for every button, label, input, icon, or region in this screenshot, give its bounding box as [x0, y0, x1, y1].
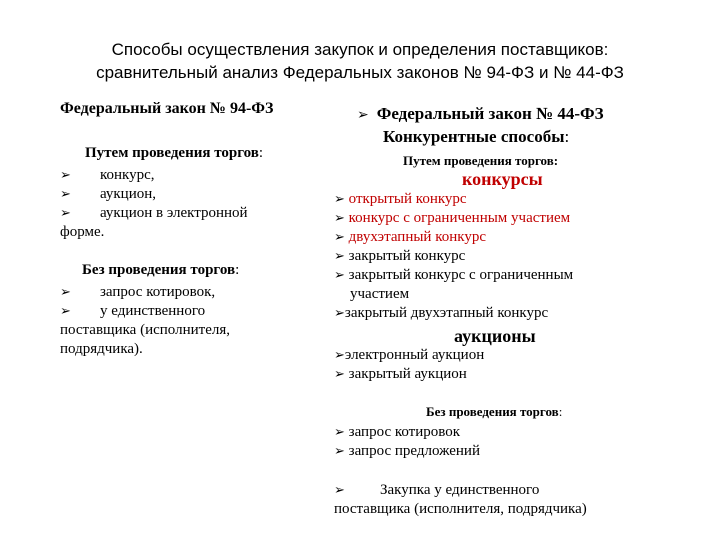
right-with-tenders-heading: Путем проведения торгов:	[403, 153, 559, 168]
right-heading: ➢ Федеральный закон № 44-ФЗ	[357, 104, 604, 123]
list-item: ➢ закрытый конкурс	[334, 248, 466, 264]
list-item-continuation: участием	[350, 286, 410, 302]
list-item: ➢ аукцион в электронной	[60, 205, 248, 221]
arrowhead-bullet-icon: ➢	[334, 249, 345, 264]
list-item: ➢ двухэтапный конкурс	[334, 229, 486, 245]
arrowhead-bullet-icon: ➢	[334, 211, 345, 226]
right-subheading: Конкурентные способы:	[383, 127, 570, 146]
arrowhead-bullet-icon: ➢	[334, 268, 345, 283]
list-item-continuation: поставщика (исполнителя, подрядчика)	[334, 501, 587, 517]
list-item: ➢ закрытый конкурс с ограниченным	[334, 267, 574, 283]
title-line-1: Способы осуществления закупок и определения поставщиков:	[111, 40, 609, 59]
right-without-tenders-heading: Без проведения торгов:	[426, 404, 563, 419]
list-item: ➢ аукцион,	[60, 186, 157, 202]
arrowhead-bullet-icon: ➢	[334, 230, 345, 245]
arrowhead-bullet-icon: ➢	[334, 425, 345, 440]
slide-title	[0, 38, 720, 84]
arrowhead-bullet-icon: ➢	[334, 306, 345, 321]
left-heading: Федеральный закон № 94-ФЗ	[60, 100, 274, 117]
list-item: ➢ Закупка у единственного	[334, 482, 540, 498]
list-item: ➢электронный аукцион	[334, 347, 485, 363]
arrowhead-bullet-icon: ➢	[60, 187, 71, 202]
list-item: ➢ запрос котировок	[334, 424, 461, 440]
list-item: ➢закрытый двухэтапный конкурс	[334, 305, 549, 321]
arrowhead-bullet-icon: ➢	[60, 168, 71, 183]
list-item: ➢ запрос предложений	[334, 443, 480, 459]
list-item: ➢ открытый конкурс	[334, 191, 467, 207]
arrowhead-bullet-icon: ➢	[334, 367, 345, 382]
list-item: ➢ закрытый аукцион	[334, 366, 467, 382]
list-item-continuation: поставщика (исполнителя,	[60, 322, 230, 338]
list-item: ➢ запрос котировок,	[60, 284, 216, 300]
list-item-continuation: подрядчика).	[60, 341, 143, 357]
arrowhead-bullet-icon: ➢	[357, 107, 369, 123]
list-item-continuation: форме.	[60, 224, 105, 240]
arrowhead-bullet-icon: ➢	[60, 285, 71, 300]
list-item: ➢ конкурс с ограниченным участием	[334, 210, 571, 226]
arrowhead-bullet-icon: ➢	[60, 206, 71, 221]
arrowhead-bullet-icon: ➢	[334, 444, 345, 459]
list-item: ➢ у единственного	[60, 303, 206, 319]
arrowhead-bullet-icon: ➢	[60, 304, 71, 319]
arrowhead-bullet-icon: ➢	[334, 483, 345, 498]
list-item: ➢ конкурс,	[60, 167, 155, 183]
arrowhead-bullet-icon: ➢	[334, 192, 345, 207]
arrowhead-bullet-icon: ➢	[334, 348, 345, 363]
auctions-heading: аукционы	[454, 326, 536, 346]
contests-heading: конкурсы	[462, 169, 543, 189]
title-line-2: сравнительный анализ Федеральных законов № 94-ФЗ и № 44-ФЗ	[96, 63, 624, 82]
left-without-tenders-heading: Без проведения торгов:	[82, 262, 240, 278]
left-with-tenders-heading: Путем проведения торгов:	[85, 145, 264, 161]
